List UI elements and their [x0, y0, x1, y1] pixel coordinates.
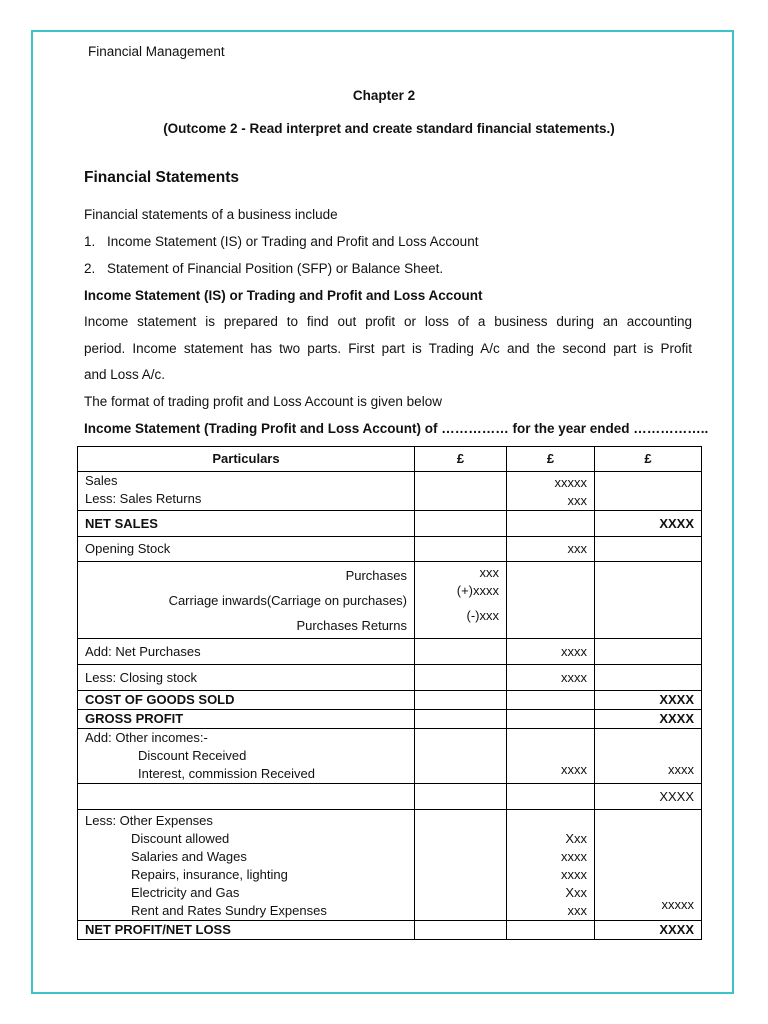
cell-value: xxxx — [507, 729, 595, 784]
cell-value: xxx — [567, 903, 587, 918]
cell-value: (+)xxxx — [456, 583, 499, 598]
list-number: 1. — [84, 234, 96, 249]
intro-text: Financial statements of a business include — [84, 207, 338, 222]
cell-value: xxxxx — [595, 810, 702, 921]
row-label: Interest, commission Received — [138, 766, 316, 781]
table-row — [78, 810, 702, 921]
section-heading: Financial Statements — [84, 169, 240, 186]
row-label: NET SALES — [78, 511, 415, 537]
list-text: Statement of Financial Position (SFP) or Balance Sheet. — [107, 261, 444, 276]
table-row — [78, 537, 702, 562]
list-text: Income Statement (IS) or Trading and Profit and Loss Account — [107, 234, 479, 249]
row-label: Repairs, insurance, lighting — [131, 867, 288, 882]
row-label: Electricity and Gas — [131, 885, 240, 900]
row-label: Salaries and Wages — [131, 849, 247, 864]
subheading: Income Statement (IS) or Trading and Profit and Loss Account — [84, 288, 483, 303]
running-header: Financial Management — [88, 44, 225, 59]
cell-value: xxxx — [507, 665, 595, 691]
cell-value: xxx — [507, 537, 595, 562]
table-row — [78, 921, 702, 940]
row-label: GROSS PROFIT — [78, 710, 415, 729]
table-row — [78, 472, 702, 511]
list-item — [84, 261, 443, 276]
cell-value: xxxx — [595, 729, 702, 784]
row-label: Opening Stock — [78, 537, 415, 562]
column-header: Particulars — [78, 447, 415, 472]
cell-value: xxxx — [561, 849, 587, 864]
cell-value: Xxx — [565, 831, 587, 846]
cell-value: xxx — [567, 493, 587, 508]
paragraph-line: Income statement is prepared to find out profit or loss of a business during an accounting — [84, 314, 692, 329]
table-row — [78, 511, 702, 537]
income-statement-table — [77, 446, 702, 940]
cell-value: XXXX — [595, 511, 702, 537]
row-label: Less: Closing stock — [78, 665, 415, 691]
row-label: Less: Other Expenses — [85, 813, 213, 828]
column-header: £ — [415, 447, 507, 472]
table-row — [78, 710, 702, 729]
paragraph-line: and Loss A/c. — [84, 367, 166, 382]
row-label: Add: Net Purchases — [78, 639, 415, 665]
format-intro: The format of trading profit and Loss Account is given below — [84, 394, 442, 409]
chapter-title: Chapter 2 — [352, 88, 416, 103]
cell-value: XXXX — [595, 710, 702, 729]
table-row — [78, 562, 702, 639]
cell-value: (-)xxx — [466, 608, 499, 623]
cell-value: xxxx — [507, 639, 595, 665]
table-row — [78, 639, 702, 665]
column-header: £ — [507, 447, 595, 472]
row-label: COST OF GOODS SOLD — [78, 691, 415, 710]
cell-value: Xxx — [565, 885, 587, 900]
row-label: NET PROFIT/NET LOSS — [78, 921, 415, 940]
list-item — [84, 234, 478, 249]
row-label: Sales — [85, 473, 118, 488]
cell-value: XXXX — [595, 921, 702, 940]
cell-value: XXXX — [595, 691, 702, 710]
row-label: Carriage inwards(Carriage on purchases) — [168, 593, 407, 608]
outcome-line: (Outcome 2 - Read interpret and create standard financial statements.) — [163, 121, 615, 136]
cell-value: xxxx — [561, 867, 587, 882]
row-label: Discount allowed — [131, 831, 230, 846]
table-row — [78, 729, 702, 784]
paragraph-line: period. Income statement has two parts. First part is Trading A/c and the second part is Profit — [84, 341, 692, 356]
table-row — [78, 665, 702, 691]
statement-title: Income Statement (Trading Profit and Loss Account) of …………… for the year ended …………….. — [84, 421, 709, 436]
row-label: Rent and Rates Sundry Expenses — [131, 903, 327, 918]
row-label: Less: Sales Returns — [85, 491, 202, 506]
table-header-row — [78, 447, 702, 472]
row-label: Add: Other incomes:- — [85, 730, 208, 745]
table-row — [78, 784, 702, 810]
cell-value: xxxxx — [554, 475, 587, 490]
row-label: Purchases — [345, 568, 407, 583]
cell-value: XXXX — [595, 784, 702, 810]
table-row — [78, 691, 702, 710]
column-header: £ — [595, 447, 702, 472]
list-number: 2. — [84, 261, 96, 276]
row-label: Discount Received — [138, 748, 247, 763]
cell-value: xxx — [479, 565, 499, 580]
row-label: Purchases Returns — [296, 618, 407, 633]
